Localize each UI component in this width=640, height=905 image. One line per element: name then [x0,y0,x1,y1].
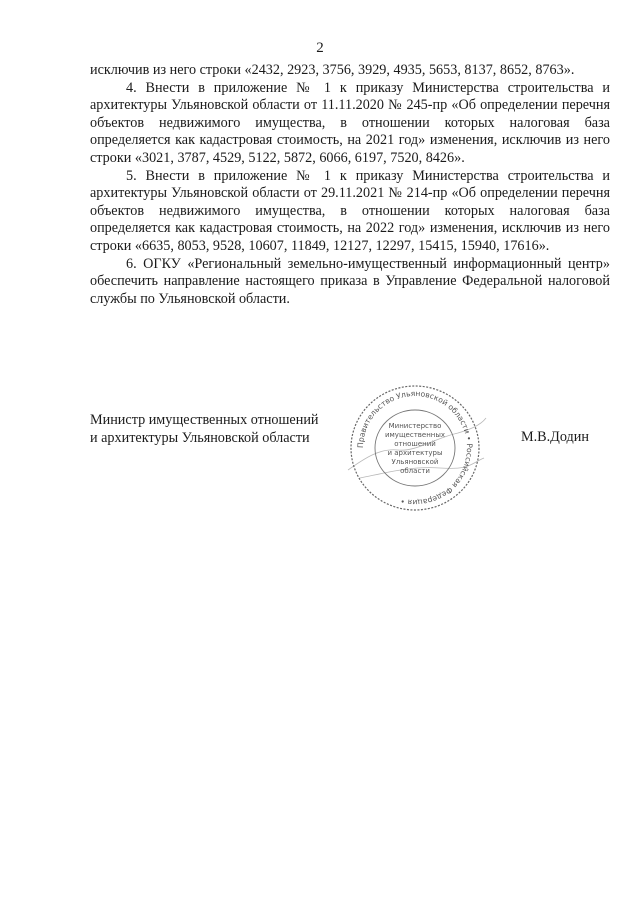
seal-inner-line-3: отношений [394,440,436,448]
seal-graphic [340,378,490,518]
signatory-position [90,411,319,447]
seal-inner-line-2: имущественных [384,431,446,439]
seal-inner-line-5: Ульяновской [391,458,439,466]
seal-inner-line-4: и архитектуры [387,449,443,457]
signatory-name: М.В.Додин [521,429,589,445]
paragraph-item-4: 4. Внести в приложение № 1 к приказу Министерства строительства и архитектуры Ульяновской области от 11.11.2020 № 245-пр «Об определении перечня объектов недвижимого имущества, в отношении которых налоговая база определяется как кадастровая стоимость, на 2021 год» изменения, исключив из него строки «3021, 3787, 4529, 5122, 5872, 6066, 6197, 7520, 8426». [90,79,610,166]
paragraph-continuation: исключив из него строки «2432, 2923, 3756, 3929, 4935, 5653, 8137, 8652, 8763». [90,62,575,78]
seal-inner-line-6: области [400,467,430,475]
seal-ring-text: Правительство Ульяновской области • Российская Федерация • [355,388,475,508]
seal-inner-line-1: Министерство [388,422,442,430]
signatory-position-line1: Министр имущественных отношений [90,412,319,428]
official-seal-stamp [340,378,490,518]
paragraph-item-5: 5. Внести в приложение № 1 к приказу Министерства строительства и архитектуры Ульяновской области от 29.11.2021 № 214-пр «Об определении перечня объектов недвижимого имущества, в отношении которых налоговая база определяется как кадастровая стоимость, на 2022 год» изменения, исключив из него строки «6635, 8053, 9528, 10607, 11849, 12127, 12297, 15415, 15940, 17616». [90,167,610,254]
document-body [90,62,610,308]
paragraph-item-6: 6. ОГКУ «Региональный земельно-имущественный информационный центр» обеспечить направление настоящего приказа в Управление Федеральной налоговой службы по Ульяновской области. [90,255,610,307]
signatory-position-line2: и архитектуры Ульяновской области [90,430,310,446]
page-number: 2 [316,40,324,56]
